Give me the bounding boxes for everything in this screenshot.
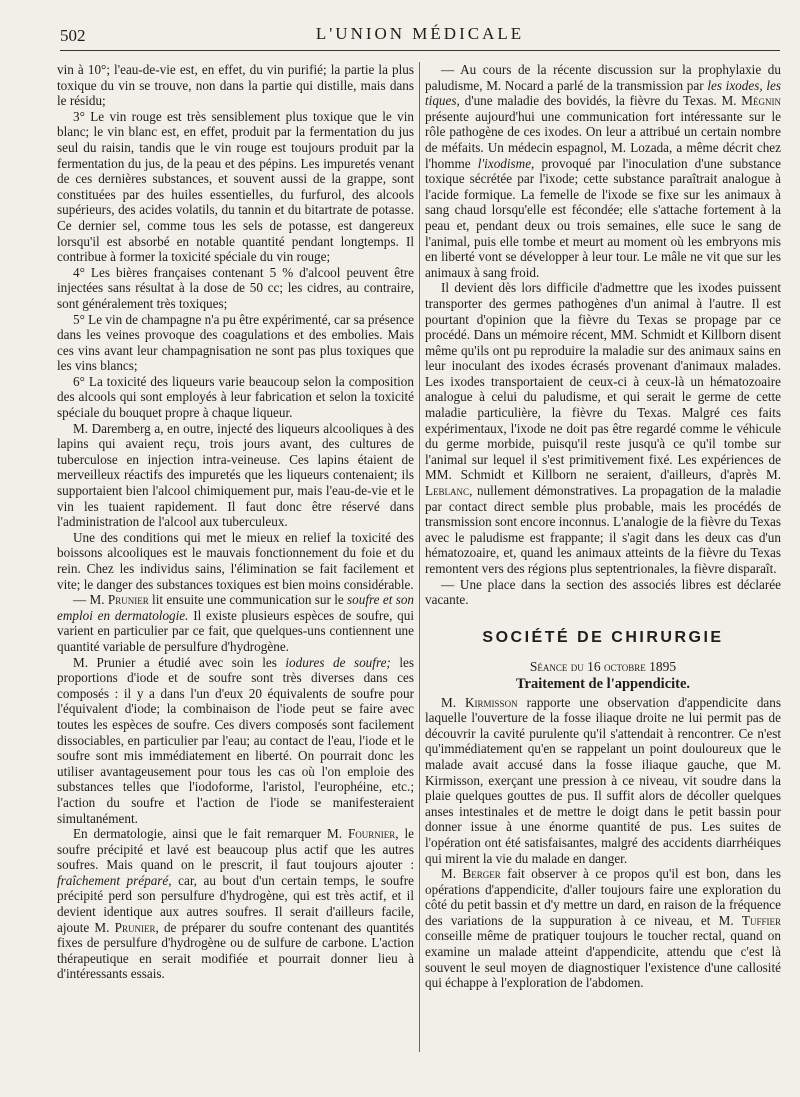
author-name: Prunier bbox=[107, 592, 149, 608]
text-run: provoqué par l'inoculation d'une substance toxique sécrétée par l'ixode; cette substance paraîtrait analogue à l'acide formique. La femelle de l'ixode se fixe sur les animaux à sang chaud lorsqu'elle est fécondée; elle s'attache fortement à la peau et, pendant deux ou trois semaines, elle suce le sang de l'animal, puis elle tombe et meurt au moment où les embryons mis en liberté vont se développer à leur tour. Le mâle ne vit que sur les animaux à sang froid. bbox=[425, 155, 782, 280]
text-run: les proportions d'iode et de soufre sont très diverses dans ces composés : il y a dans l'un d'eux 20 équivalents de soufre pour l'équivalent d'iode; la combinaison de l'iode peut se faire avec toutes les espèces de soufre. Ces divers composés sont facilement dissociables, en particulier par l'eau; au contact de l'eau, l'iode et le soufre sont mis immédiatement en liberté. On pourrait donc les utiliser avantageusement pour tous les cas où l'on emploie des substances telles que l'iodoforme, l'aristol, l'europhéine, etc.; l'action du soufre et l'action de l'iode se manifesteraient simultanément. bbox=[57, 654, 415, 826]
text-run: M. bbox=[441, 866, 457, 882]
text-run: présente aujourd'hui une communication fort intéressante sur le rôle pathogène de ces ixodes. On leur a attribué un certain nombre de méfaits. Un médecin espagnol, M. Lozada, a même décrit chez l'homme bbox=[425, 108, 781, 171]
paragraph: Une des conditions qui met le mieux en relief la toxicité des boissons alcooliques est le mauvais fonctionnement du foie et du rein. Chez les individus sains, l'élimination se fait facilement et vite; le danger des substances toxiques est bien moins considérable. bbox=[57, 529, 414, 592]
paragraph bbox=[425, 62, 781, 280]
text-run: , de préparer du soufre contenant des quantités fixes de persulfure d'hydrogène ou de sulfure de carbone. L'action thérapeutique en serait modifiée et pourrait donner lieu à d'intéressants essais. bbox=[57, 919, 415, 982]
text-run: — M. bbox=[73, 592, 105, 608]
text-run: M. bbox=[441, 694, 457, 710]
author-name: Tuffier bbox=[741, 912, 781, 928]
paragraph bbox=[425, 866, 781, 991]
paragraph bbox=[425, 695, 781, 867]
text-run: Il devient dès lors difficile d'admettre que les ixodes puissent transporter des germes pathogènes d'un animal à l'autre. Il est pourtant d'opinion que la fièvre du Texas se propage par ce procédé. Dans un mémoire récent, MM. Schmidt et Killborn disent même qu'ils ont pu reproduire la maladie sur des animaux sains en leur inoculant des ixodes écrasés provenant d'animaux malades. Les ixodes transportaient de ceux-ci à ceux-là un hématozoaire analogue à celui du paludisme, et qui serait le germe de cette maladie particulière, la fièvre du Texas. Malgré ces faits expérimentaux, l'ixode ne doit pas être regardé comme le véhicule du germe morbide, puisqu'il reste jusqu'à ce qu'il tombe sur l'animal sur lequel il s'est primitivement fixé. Les expériences de MM. Schmidt et Killborn ne seraient, d'ailleurs, d'après M. bbox=[425, 280, 781, 483]
header-rule bbox=[60, 50, 780, 51]
paragraph bbox=[57, 592, 414, 654]
paragraph bbox=[425, 280, 781, 576]
italic-term: iodures de soufre; bbox=[285, 654, 391, 670]
section-title: SOCIÉTÉ DE CHIRURGIE bbox=[482, 628, 724, 646]
session-date: Séance du 16 octobre 1895 bbox=[529, 659, 677, 675]
text-run: En dermatologie, ainsi que le fait remarquer M. bbox=[73, 826, 343, 842]
column-divider bbox=[419, 62, 420, 1052]
paragraph: 3° Le vin rouge est très sensiblement plus toxique que le vin blanc; le vin blanc est, en effet, produit par la fermentation du jus seul du raisin, tandis que le vin rouge est toujours produit par la fermentation du jus, de la peau et des pépins. Les impuretés venant de ces dernières substances, et souvent aussi de la grappe, sont constituées par des huiles essentielles, du furfurol, des alcools supérieurs, des acides volatils, du tannin et du bitartrate de potasse. Ce dernier sel, comme tous les sels de potasse, est dangereux lorsqu'il est absorbé en notable quantité pendant longtemps. Il contribue à former la toxicité spéciale du vin rouge; bbox=[57, 108, 414, 265]
author-name: Fournier bbox=[347, 826, 396, 842]
text-run: Il existe plusieurs espèces de soufre, qui varient en particulier par ce fait, que quelques-uns contiennent une quantité variable de persulfure d'hydrogène. bbox=[57, 607, 415, 654]
left-column bbox=[57, 62, 414, 982]
paragraph: 5° Le vin de champagne n'a pu être expérimenté, car sa présence dans les veines provoque des coagulations et des embolies. Mais ces vins avant leur champagnisation ne sont pas plus toxiques que les vins blancs; bbox=[57, 311, 414, 374]
journal-title: L'UNION MÉDICALE bbox=[315, 24, 525, 43]
italic-term: les ixodes, les tiques, bbox=[425, 77, 781, 109]
page-number: 502 bbox=[60, 26, 86, 45]
text-run: — Au cours de la récente discussion sur la prophylaxie du paludisme, M. Nocard a parlé de la transmission par bbox=[425, 62, 781, 93]
author-name: Kirmisson bbox=[465, 694, 518, 710]
text-run: conseille même de pratiquer toujours le toucher rectal, quand on examine un malade atteint d'appendicite, attendu que c'est là souvent le seul moyen de diagnostiquer l'existence d'une callosité qui échappe à l'exploration de l'abdomen. bbox=[425, 928, 781, 991]
communication-title: soufre et son emploi en dermatologie. bbox=[57, 592, 415, 623]
text-run: lit ensuite une communication sur le bbox=[152, 592, 344, 608]
paragraph: M. Daremberg a, en outre, injecté des liqueurs alcooliques à des lapins qui avaient reçu, trois jours avant, des cultures de tuberculose en injection intra-veineuse. Ces lapins étaient de merveilleux réactifs des impuretés que les liqueurs contenaient; ils supportaient bien l'alcool chimiquement pur, mais l'eau-de-vie et le vin les tuaient rapidement. Il faut donc être réservé dans l'administration de l'alcool aux tuberculeux. bbox=[57, 420, 414, 530]
text-run: , le soufre précipité et lavé est beaucoup plus actif que les autres soufres. Mais quand on le prescrit, il faut toujours ajouter : bbox=[57, 826, 415, 873]
author-name: Prunier bbox=[114, 919, 156, 935]
text-run: rapporte une observation d'appendicite dans laquelle l'ouverture de la fosse iliaque droite ne lui permit pas de découvrir la cavité purulente qu'il s'attendait à rencontrer. Ce n'est qu'immédiatement qu'en se rappelant un point douloureux que le malade avait accusé dans la fosse iliaque gauche, que M. Kirmisson, exerçant une pression à ce niveau, vit soudre dans la plaie quelques gouttes de pus. Il suffit alors de décoller quelques anses intestinales et de mettre le doigt dans le petit bassin pour donner issue à une énorme quantité de pus. Les suites de l'opération ont été satisfaisantes, malgré des accidents diarrhéiques qui mirent la vie du malade en danger. bbox=[425, 694, 781, 866]
text-run: M. Prunier a étudié avec soin les bbox=[73, 654, 277, 670]
text-run: , nullement démonstratives. La propagation de la maladie par contact direct semble plus probable, mais les procédés de transmission sont encore inconnus. L'analogie de la fièvre du Texas avec le paludisme est frappante; il s'agit dans les deux cas d'un hématozoaire, et, quand les animaux atteints de la fièvre du Texas remontent vers des régions plus septentrionales, la fièvre disparaît. bbox=[425, 483, 781, 576]
paragraph: — Une place dans la section des associés libres est déclarée vacante. bbox=[425, 576, 781, 608]
article-subtitle: Traitement de l'appendicite. bbox=[515, 675, 691, 692]
page-header bbox=[60, 20, 780, 50]
text-run: d'une maladie des bovidés, la fièvre du Texas. M. bbox=[464, 93, 737, 109]
right-column bbox=[425, 62, 781, 991]
italic-term: fraîchement préparé, bbox=[57, 872, 172, 888]
author-name: Leblanc bbox=[425, 483, 470, 499]
italic-term: l'ixodisme, bbox=[477, 155, 535, 171]
paragraph: 6° La toxicité des liqueurs varie beaucoup selon la composition des alcools qui sont employés à leur fabrication et selon la toxicité spéciale du bouquet propre à chaque liqueur. bbox=[57, 373, 414, 421]
text-run: fait observer à ce propos qu'il est bon, dans les opérations d'appendicite, d'aller toujours faire une exploration du côté du petit bassin et d'y mettre un dard, en raison de la fréquence des variations de la suppuration à ce niveau, et M. bbox=[425, 866, 782, 928]
text-run: car, au bout d'un certain temps, le soufre précipité perd son persulfure d'hydrogène, qui est très actif, et il devient identique aux autres soufres. Il serait d'ailleurs facile, ajoute M. bbox=[57, 872, 415, 935]
paragraph bbox=[57, 826, 414, 982]
author-name: Berger bbox=[462, 866, 501, 882]
paragraph: 4° Les bières françaises contenant 5 % d'alcool peuvent être injectées sans résultat à la dose de 50 cc; les cidres, au contraire, sont généralement très toxiques; bbox=[57, 264, 414, 311]
author-name: Mégnin bbox=[741, 93, 782, 109]
paragraph: vin à 10°; l'eau-de-vie est, en effet, du vin purifié; la partie la plus toxique du vin se trouve, non dans la partie qui distille, mais dans le résidu; bbox=[57, 62, 414, 109]
paragraph bbox=[57, 655, 414, 827]
